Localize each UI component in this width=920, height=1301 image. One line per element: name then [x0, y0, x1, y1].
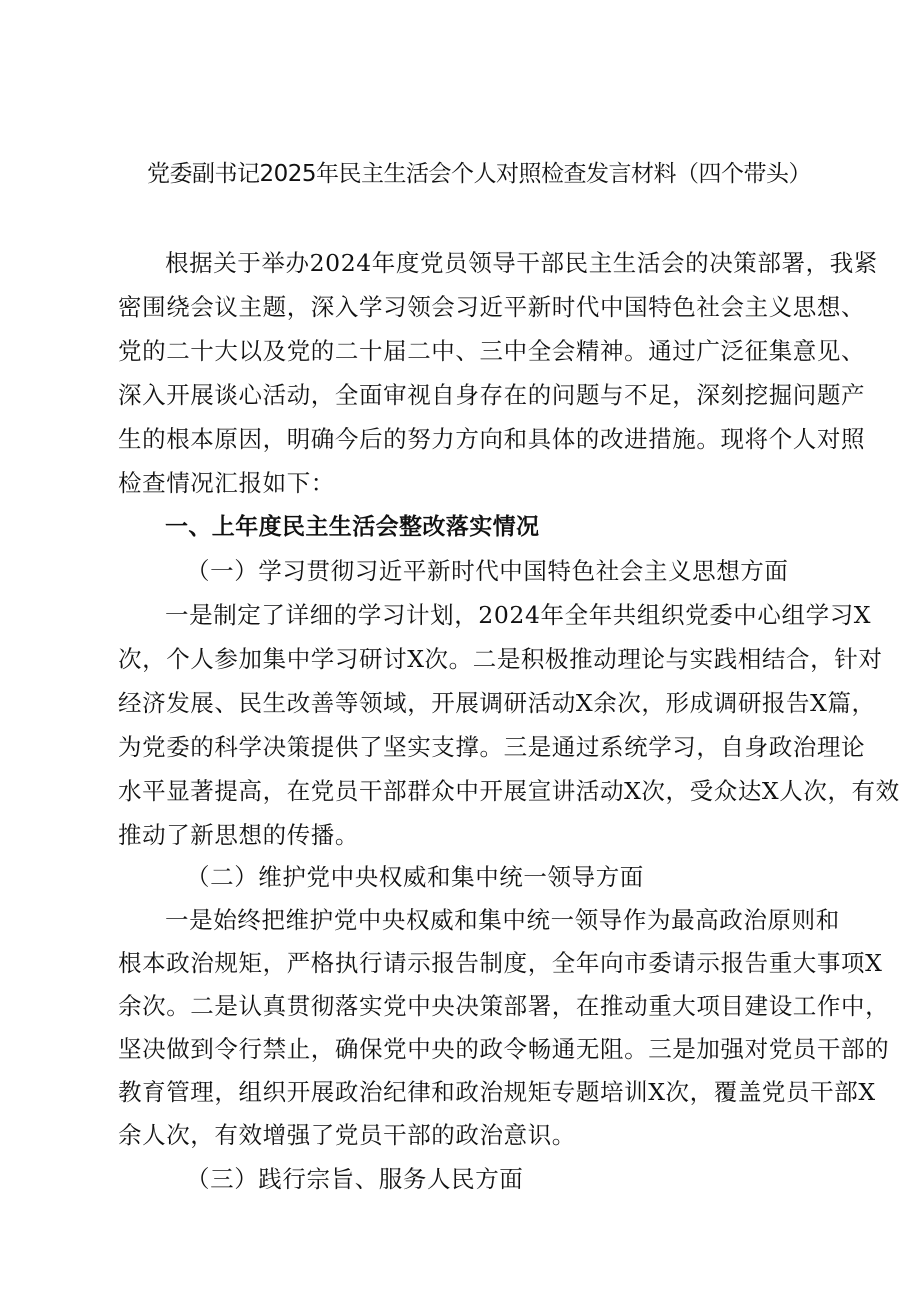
paragraph-line: 次，个人参加集中学习研讨X次。二是积极推动理论与实践相结合，针对 [118, 645, 883, 673]
paragraph-line: 推动了新思想的传播。 [118, 821, 359, 849]
paragraph-line: 水平显著提高，在党员干部群众中开展宣讲活动X次，受众达X人次，有效 [118, 777, 900, 805]
intro-line: 密围绕会议主题，深入学习领会习近平新时代中国特色社会主义思想、 [118, 293, 866, 321]
paragraph-line: 余次。二是认真贯彻落实党中央决策部署，在推动重大项目建设工作中， [118, 992, 890, 1020]
paragraph-line: 一是制定了详细的学习计划，2024年全年共组织党委中心组学习X [165, 601, 872, 629]
intro-line: 深入开展谈心活动，全面审视自身存在的问题与不足，深刻挖掘问题产 [118, 381, 866, 409]
paragraph-line: 一是始终把维护党中央权威和集中统一领导作为最高政治原则和 [165, 906, 840, 934]
paragraph-line: 坚决做到令行禁止，确保党中央的政令畅通无阻。三是加强对党员干部的 [118, 1035, 890, 1063]
section-heading: 一、上年度民主生活会整改落实情况 [165, 514, 540, 540]
subsection-heading: （二）维护党中央权威和集中统一领导方面 [186, 863, 644, 891]
paragraph-line: 根本政治规矩，严格执行请示报告制度，全年向市委请示报告重大事项X [118, 949, 883, 977]
document-title: 党委副书记2025年民主生活会个人对照检查发言材料（四个带头） [146, 161, 812, 187]
intro-line: 党的二十大以及党的二十届二中、三中全会精神。通过广泛征集意见、 [118, 337, 866, 365]
paragraph-line: 余人次，有效增强了党员干部的政治意识。 [118, 1121, 576, 1149]
intro-line: 生的根本原因，明确今后的努力方向和具体的改进措施。现将个人对照 [118, 425, 866, 453]
intro-line: 根据关于举办2024年度党员领导干部民主生活会的决策部署，我紧 [165, 249, 878, 277]
subsection-heading: （一）学习贯彻习近平新时代中国特色社会主义思想方面 [186, 557, 789, 585]
paragraph-line: 为党委的科学决策提供了坚实支撑。三是通过系统学习，自身政治理论 [118, 733, 866, 761]
paragraph-line: 经济发展、民生改善等领域，开展调研活动X余次，形成调研报告X篇， [118, 689, 876, 717]
intro-line: 检查情况汇报如下： [118, 469, 335, 497]
subsection-heading: （三）践行宗旨、服务人民方面 [186, 1165, 524, 1193]
paragraph-line: 教育管理，组织开展政治纪律和政治规矩专题培训X次，覆盖党员干部X [118, 1078, 876, 1106]
